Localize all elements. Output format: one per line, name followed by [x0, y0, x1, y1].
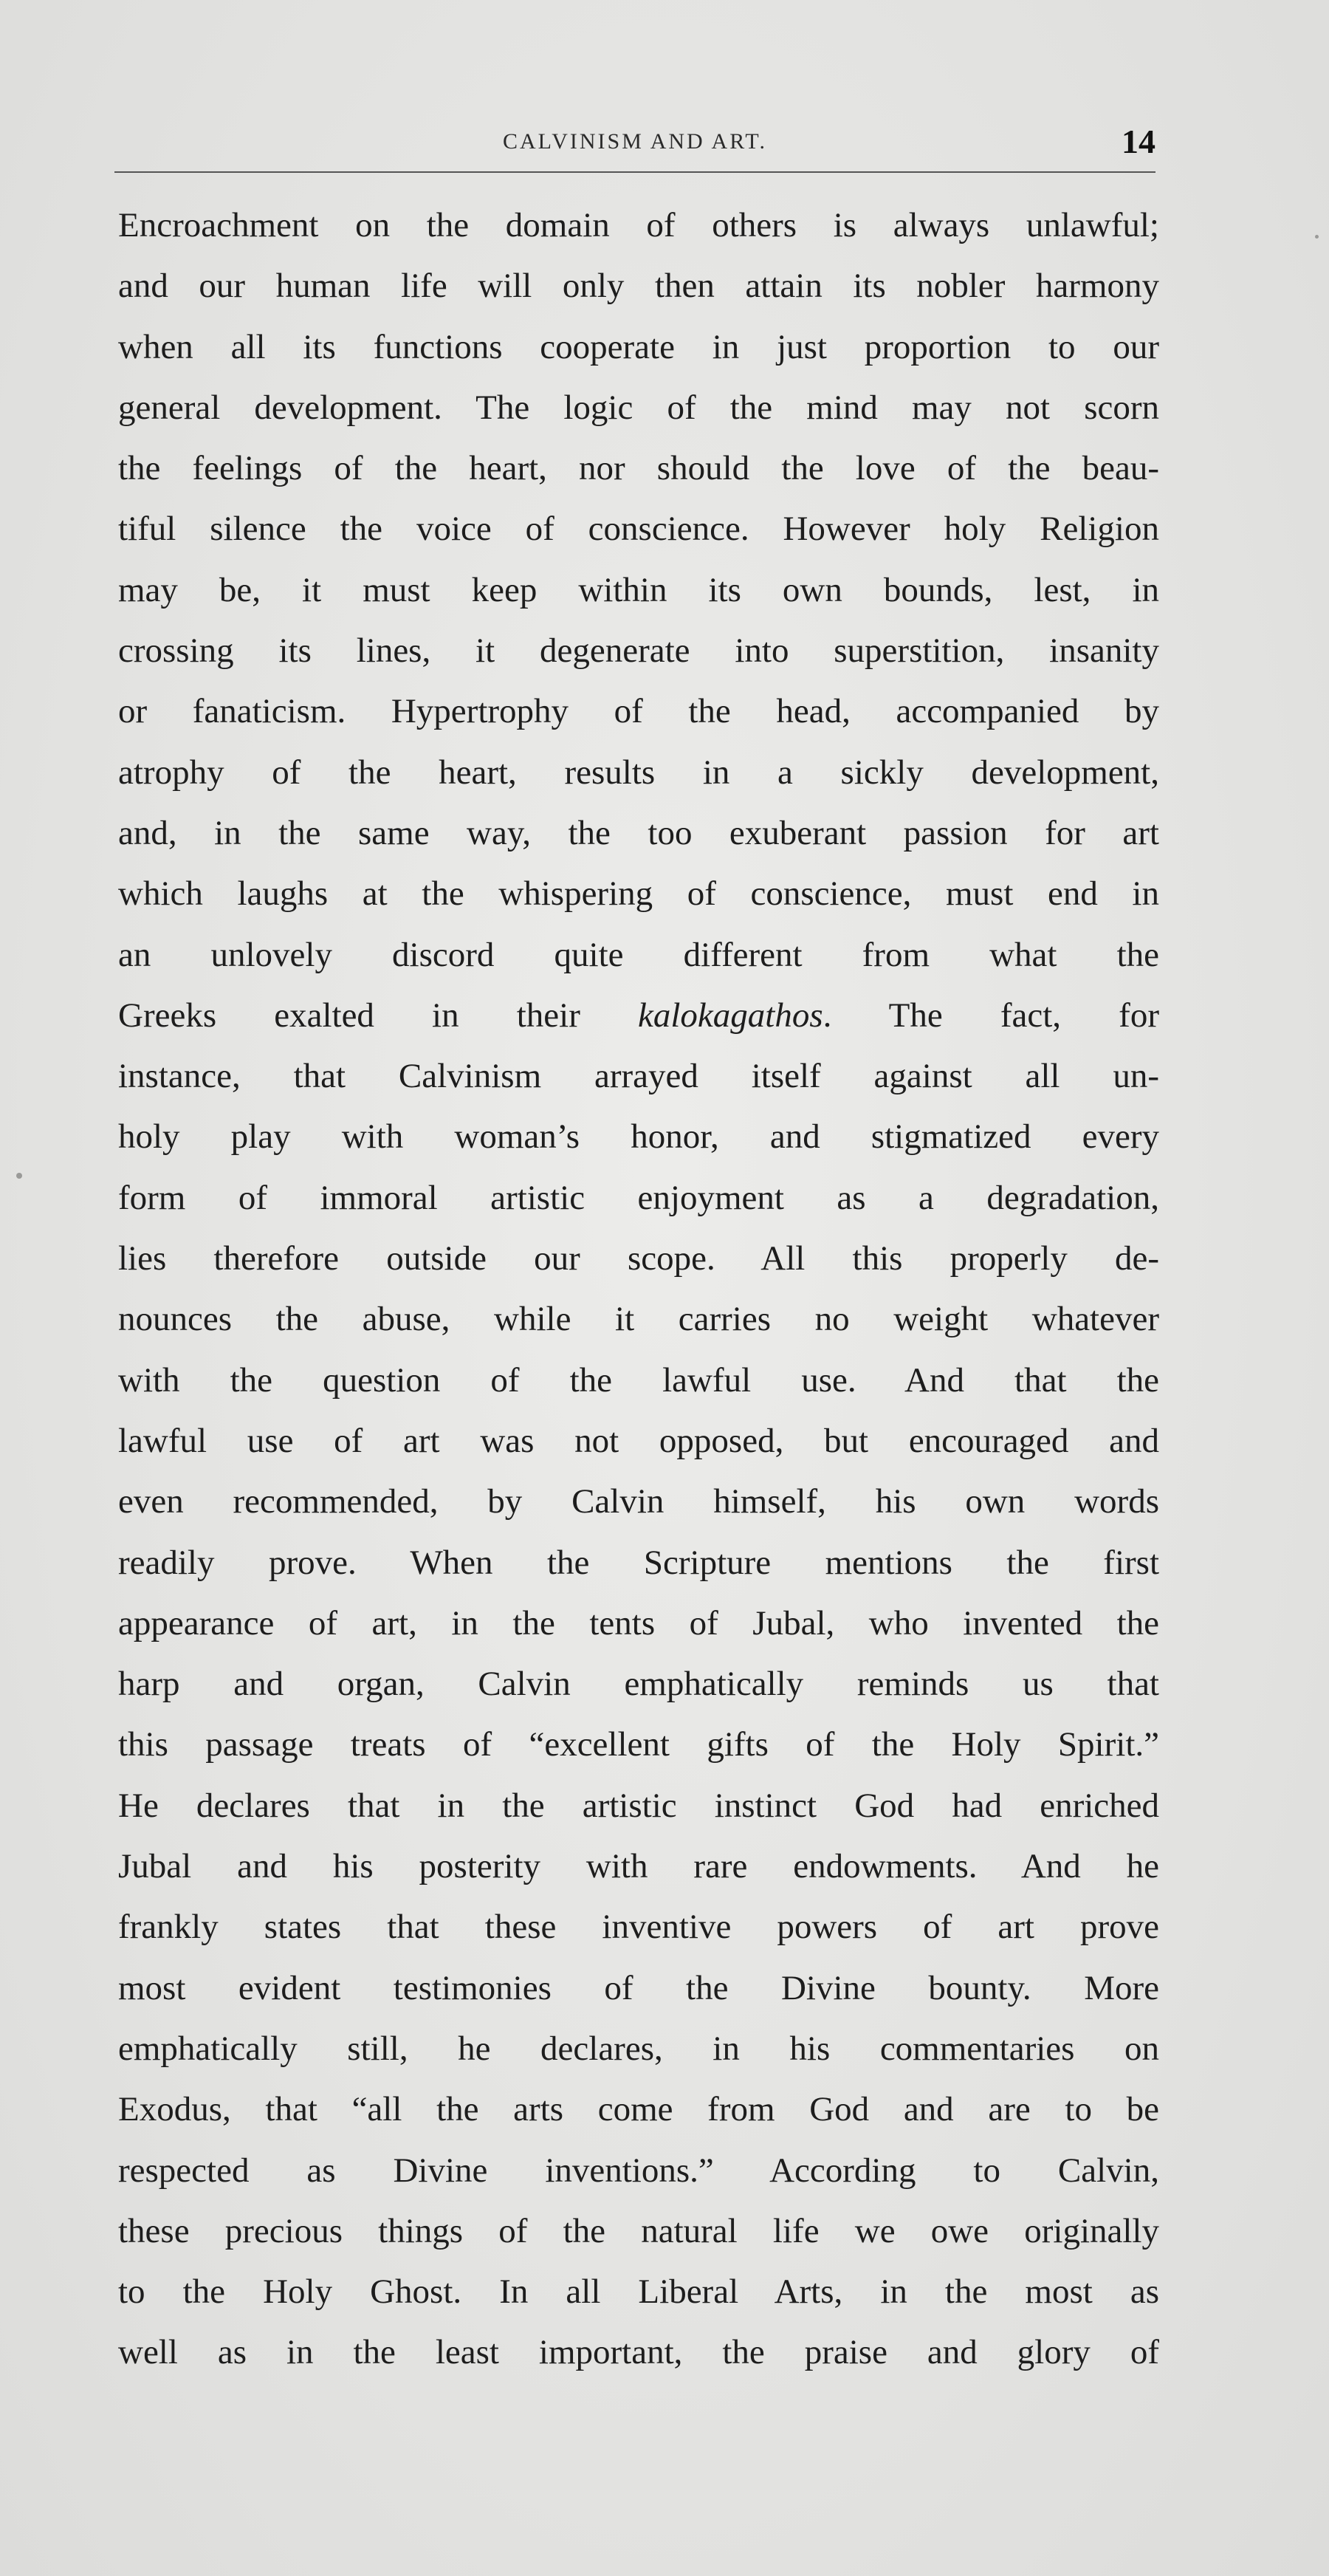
- text-line: lies therefore outside our scope. All this properly de-: [118, 1239, 1159, 1278]
- text-line: crossing its lines, it degenerate into superstition, insanity: [118, 631, 1159, 671]
- text-line: readily prove. When the Scripture mentions the first: [118, 1543, 1159, 1582]
- text-line: Exodus, that “all the arts come from God and are to be: [118, 2090, 1159, 2129]
- text-line: Greeks exalted in their kalokagathos. The fact, for: [118, 996, 1159, 1035]
- text-line: emphatically still, he declares, in his commentaries on: [118, 2029, 1159, 2068]
- text-line: form of immoral artistic enjoyment as a degradation,: [118, 1178, 1159, 1217]
- paper-speck: [16, 1173, 22, 1179]
- text-line: well as in the least important, the praise and glory of: [118, 2333, 1159, 2372]
- text-line: lawful use of art was not opposed, but encouraged and: [118, 1421, 1159, 1460]
- text-line: and, in the same way, the too exuberant passion for art: [118, 813, 1159, 852]
- text-line: when all its functions cooperate in just proportion to our: [118, 327, 1159, 366]
- text-line: atrophy of the heart, results in a sickly development,: [118, 753, 1159, 792]
- text-line: holy play with woman’s honor, and stigmatized every: [118, 1117, 1159, 1157]
- page-number: 14: [1122, 123, 1155, 160]
- text-line: may be, it must keep within its own bounds, lest, in: [118, 570, 1159, 609]
- header-rule: [114, 171, 1155, 173]
- text-line: an unlovely discord quite different from what the: [118, 935, 1159, 974]
- text-line: most evident testimonies of the Divine bounty. More: [118, 1968, 1159, 2007]
- text-line: this passage treats of “excellent gifts of the Holy Spirit.”: [118, 1725, 1159, 1764]
- text-line: He declares that in the artistic instinct God had enriched: [118, 1786, 1159, 1825]
- text-line: harp and organ, Calvin emphatically reminds us that: [118, 1665, 1159, 1704]
- text-line: and our human life will only then attain its nobler harmony: [118, 267, 1159, 306]
- text-line: to the Holy Ghost. In all Liberal Arts, in the most as: [118, 2272, 1159, 2312]
- text-line: even recommended, by Calvin himself, his own words: [118, 1482, 1159, 1521]
- text-line: general development. The logic of the mind may not scorn: [118, 388, 1159, 427]
- body-text: [118, 195, 1159, 2383]
- running-title: CALVINISM AND ART.: [502, 129, 768, 154]
- text-line: frankly states that these inventive powers of art prove: [118, 1908, 1159, 1947]
- text-line: the feelings of the heart, nor should the love of the beau-: [118, 449, 1159, 488]
- text-line: Encroachment on the domain of others is always unlawful;: [118, 206, 1159, 244]
- paper-speck: [1315, 235, 1319, 239]
- text-line: respected as Divine inventions.” According to Calvin,: [118, 2151, 1159, 2190]
- text-line: appearance of art, in the tents of Jubal, who invented the: [118, 1603, 1159, 1642]
- text-line: which laughs at the whispering of conscience, must end in: [118, 874, 1159, 914]
- text-line: or fanaticism. Hypertrophy of the head, accompanied by: [118, 692, 1159, 731]
- text-line: these precious things of the natural life we owe originally: [118, 2211, 1159, 2250]
- italic-term: kalokagathos: [638, 996, 823, 1035]
- text-line: nounces the abuse, while it carries no weight whatever: [118, 1300, 1159, 1339]
- text-line: with the question of the lawful use. And that the: [118, 1360, 1159, 1400]
- text-line: tiful silence the voice of conscience. However holy Religion: [118, 510, 1159, 549]
- text-line: Jubal and his posterity with rare endowments. And he: [118, 1847, 1159, 1886]
- text-line: instance, that Calvinism arrayed itself against all un-: [118, 1057, 1159, 1096]
- running-head: [114, 122, 1155, 174]
